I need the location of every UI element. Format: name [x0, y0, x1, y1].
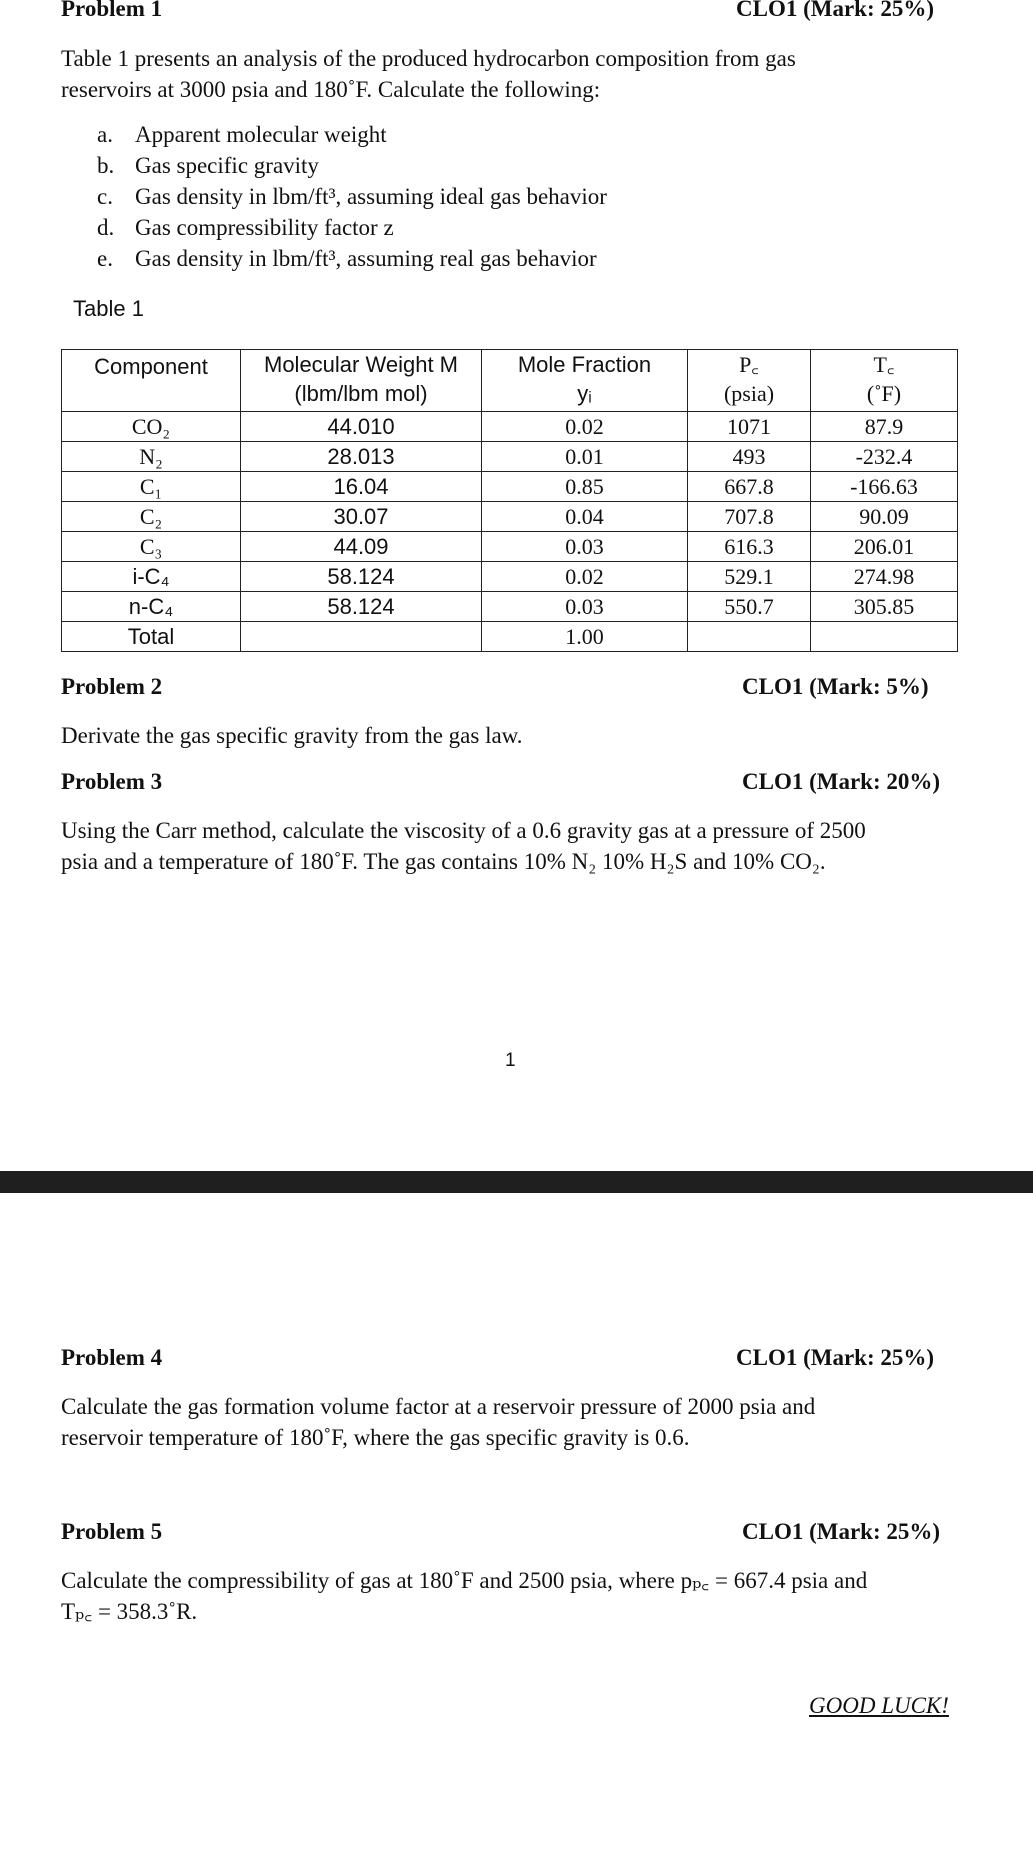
cell-molecular-weight: 28.013	[241, 442, 482, 472]
task-letter: a.	[97, 122, 113, 147]
table-row	[62, 442, 958, 472]
problem-5-heading: Problem 5	[61, 1519, 163, 1544]
cell-component: C₁	[62, 472, 241, 502]
problem-4-line2: reservoir temperature of 180˚F, where the gas specific gravity is 0.6.	[61, 1425, 690, 1450]
header-component: Component	[62, 350, 241, 412]
problem-2-heading: Problem 2	[61, 674, 163, 699]
task-item-c	[97, 184, 607, 215]
cell-molecular-weight: 58.124	[241, 562, 482, 592]
cell-critical-temperature: -166.63	[811, 472, 958, 502]
cell-component: n-C₄	[62, 592, 241, 622]
problem-4-line1: Calculate the gas formation volume factor at a reservoir pressure of 2000 psia and	[61, 1394, 816, 1419]
task-text: Apparent molecular weight	[135, 122, 387, 147]
header-critical-pressure: P꜀ (psia)	[688, 350, 811, 412]
table-header-row	[62, 350, 958, 412]
task-text: Gas density in lbm/ft³, assuming ideal gas behavior	[135, 184, 607, 209]
cell-critical-pressure: 529.1	[688, 562, 811, 592]
cell-molecular-weight: 44.010	[241, 412, 482, 442]
table-row	[62, 532, 958, 562]
cell-molecular-weight: 16.04	[241, 472, 482, 502]
cell-mole-fraction: 0.04	[482, 502, 688, 532]
cell-critical-temperature: 274.98	[811, 562, 958, 592]
cell-critical-pressure: 616.3	[688, 532, 811, 562]
task-item-a	[97, 122, 607, 153]
problem-1-intro	[61, 43, 796, 105]
table-row	[62, 592, 958, 622]
good-luck-text: GOOD LUCK!	[809, 1693, 949, 1718]
task-letter: c.	[97, 184, 113, 209]
task-text: Gas specific gravity	[135, 153, 319, 178]
cell-critical-temperature: 305.85	[811, 592, 958, 622]
header-critical-temperature: T꜀ (˚F)	[811, 350, 958, 412]
cell-component: C₂	[62, 502, 241, 532]
task-item-e	[97, 246, 607, 277]
cell-critical-pressure: 707.8	[688, 502, 811, 532]
table-row	[62, 562, 958, 592]
page-divider	[0, 1171, 1033, 1193]
task-letter: b.	[97, 153, 115, 178]
cell-critical-temperature	[811, 622, 958, 652]
cell-molecular-weight: 44.09	[241, 532, 482, 562]
header-mole-fraction: Mole Fraction yᵢ	[482, 350, 688, 412]
cell-component: CO₂	[62, 412, 241, 442]
problem-4-mark: CLO1 (Mark: 25%)	[736, 1345, 935, 1370]
cell-mole-fraction: 0.03	[482, 532, 688, 562]
problem-3-heading: Problem 3	[61, 769, 163, 794]
problem-4-heading: Problem 4	[61, 1345, 163, 1370]
page-number: 1	[505, 1050, 516, 1071]
task-letter: d.	[97, 215, 115, 240]
task-text: Gas compressibility factor z	[135, 215, 394, 240]
table-row	[62, 412, 958, 442]
problem-2-text: Derivate the gas specific gravity from the gas law.	[61, 723, 523, 748]
problem-1-intro-line2: reservoirs at 3000 psia and 180˚F. Calculate the following:	[61, 77, 601, 102]
problem-3-mark: CLO1 (Mark: 20%)	[742, 769, 941, 794]
task-text: Gas density in lbm/ft³, assuming real gas behavior	[135, 246, 597, 271]
problem-3-line2: psia and a temperature of 180˚F. The gas contains 10% N₂ 10% H₂S and 10% CO₂.	[61, 849, 826, 874]
problem-3-line1: Using the Carr method, calculate the viscosity of a 0.6 gravity gas at a pressure of 2500	[61, 818, 866, 843]
cell-mole-fraction: 0.02	[482, 562, 688, 592]
cell-critical-pressure: 550.7	[688, 592, 811, 622]
problem-1-task-list	[97, 122, 607, 277]
cell-component: Total	[62, 622, 241, 652]
table-caption: Table 1	[73, 296, 144, 321]
table-row	[62, 472, 958, 502]
problem-1-mark: CLO1 (Mark: 25%)	[736, 0, 935, 21]
problem-1-heading: Problem 1	[61, 0, 163, 21]
cell-critical-temperature: 87.9	[811, 412, 958, 442]
cell-critical-temperature: 90.09	[811, 502, 958, 532]
header-molecular-weight: Molecular Weight M (lbm/lbm mol)	[241, 350, 482, 412]
problem-5-text	[61, 1565, 867, 1627]
problem-5-line2: Tₚ꜀ = 358.3˚R.	[61, 1599, 198, 1624]
table-total-row	[62, 622, 958, 652]
cell-molecular-weight	[241, 622, 482, 652]
cell-component: i-C₄	[62, 562, 241, 592]
problem-4-text	[61, 1391, 815, 1453]
cell-critical-pressure: 493	[688, 442, 811, 472]
task-letter: e.	[97, 246, 113, 271]
problem-5-line1: Calculate the compressibility of gas at 180˚F and 2500 psia, where pₚ꜀ = 667.4 psia and	[61, 1568, 868, 1593]
cell-mole-fraction: 0.85	[482, 472, 688, 502]
problem-5-mark: CLO1 (Mark: 25%)	[742, 1519, 941, 1544]
cell-molecular-weight: 58.124	[241, 592, 482, 622]
cell-mole-fraction: 0.01	[482, 442, 688, 472]
cell-critical-pressure: 1071	[688, 412, 811, 442]
cell-critical-temperature: 206.01	[811, 532, 958, 562]
cell-component: N₂	[62, 442, 241, 472]
table-row	[62, 502, 958, 532]
cell-mole-fraction: 1.00	[482, 622, 688, 652]
cell-critical-pressure: 667.8	[688, 472, 811, 502]
composition-table	[61, 349, 958, 652]
problem-3-text	[61, 815, 866, 877]
problem-1-intro-line1: Table 1 presents an analysis of the produced hydrocarbon composition from gas	[61, 46, 796, 71]
cell-mole-fraction: 0.03	[482, 592, 688, 622]
cell-critical-temperature: -232.4	[811, 442, 958, 472]
cell-critical-pressure	[688, 622, 811, 652]
problem-2-mark: CLO1 (Mark: 5%)	[742, 674, 929, 699]
task-item-b	[97, 153, 607, 184]
task-item-d	[97, 215, 607, 246]
cell-molecular-weight: 30.07	[241, 502, 482, 532]
cell-mole-fraction: 0.02	[482, 412, 688, 442]
cell-component: C₃	[62, 532, 241, 562]
